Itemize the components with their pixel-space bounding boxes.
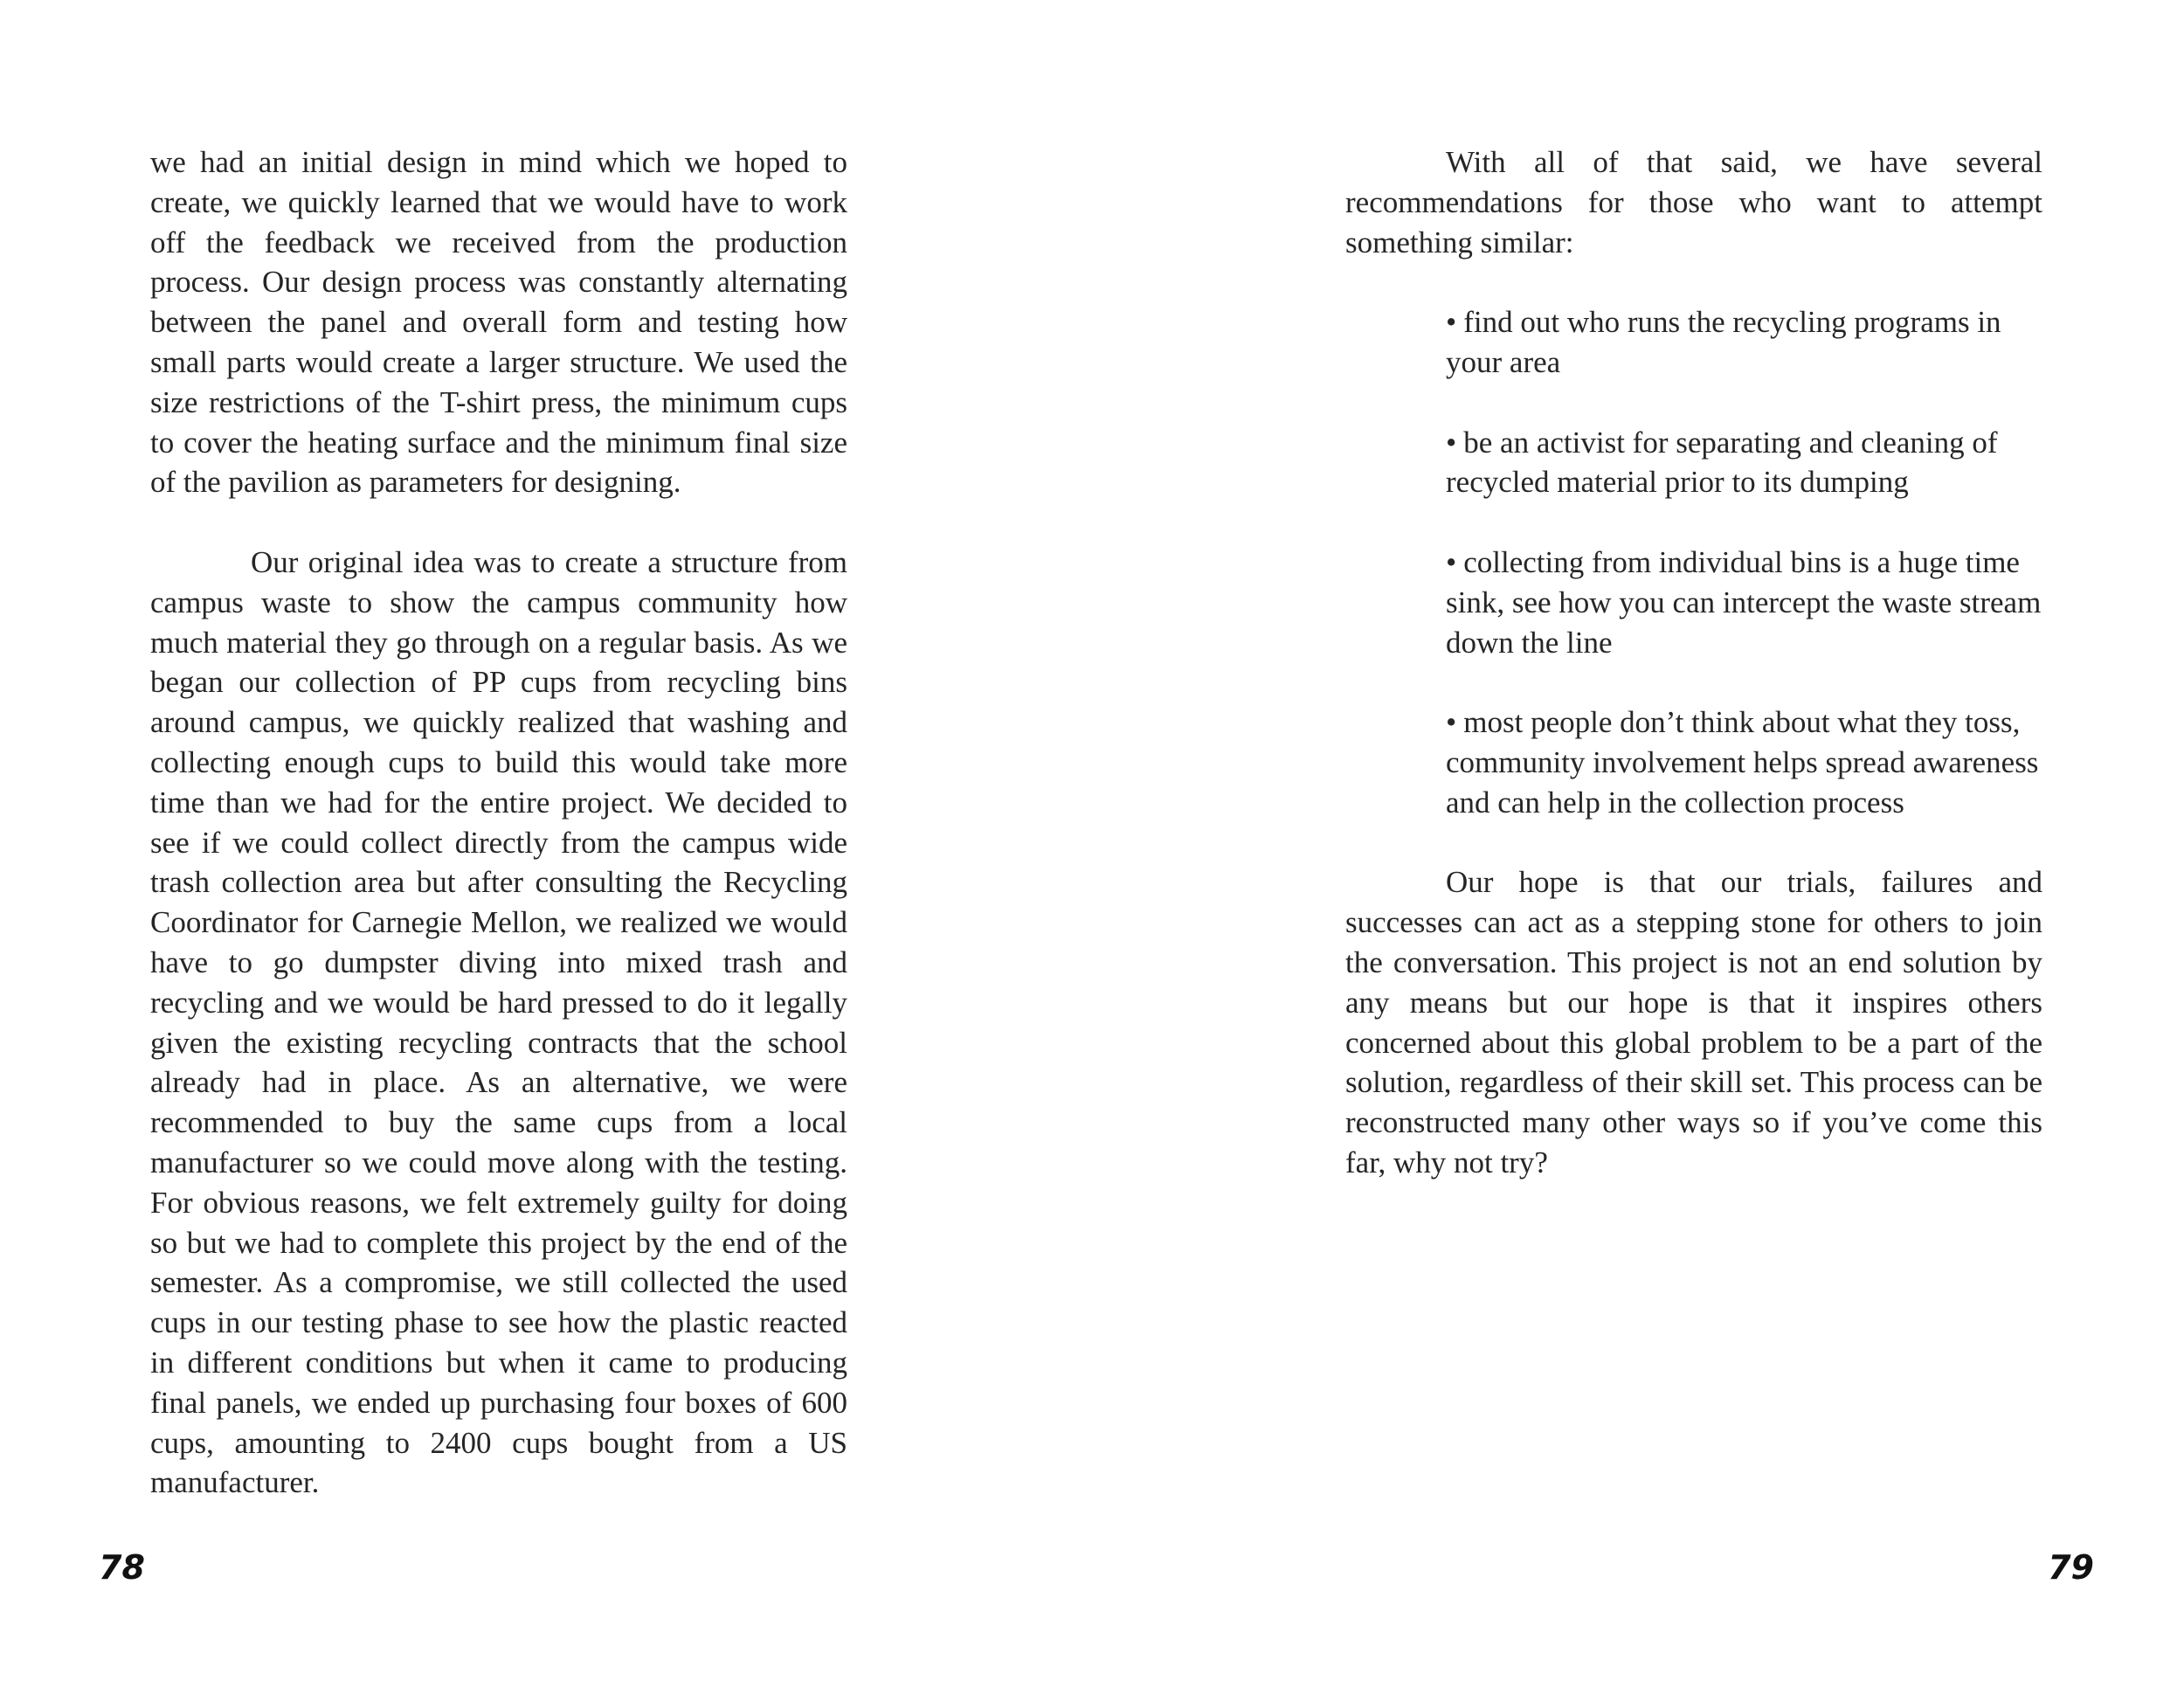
paragraph-recommendations-intro: With all of that said, we have several recommendations for those who want to attempt something similar: (1345, 145, 2042, 259)
list-item (1446, 302, 2042, 383)
paragraph-continuation: we had an initial design in mind which we hoped to create, we quickly learned that we would have to work off the feedback we received from the production process. Our design process was constantly alternating between the panel and overall form and testing how small parts would create a larger structure. We used the size restrictions of the T-shirt press, the minimum cups to cover the heating surface and the minimum final size of the pavilion as parameters for designing. (150, 145, 847, 500)
list-item (1446, 543, 2042, 662)
list-item (1446, 702, 2042, 822)
left-text-column (150, 142, 847, 1503)
list-item (1446, 423, 2042, 503)
right-text-column (1345, 142, 2042, 1183)
bullet-icon: • (1446, 305, 1457, 340)
list-item-text: be an activist for separating and cleaning of recycled material prior to its dumping (1446, 425, 1998, 500)
right-page (1092, 0, 2184, 1688)
page-number-right: 79 (2048, 1548, 2094, 1587)
page-number-left: 78 (99, 1548, 145, 1587)
list-item-text: collecting from individual bins is a huge time sink, see how you can intercept the waste stream down the line (1446, 544, 2042, 660)
paragraph-original-idea: Our original idea was to create a structure from campus waste to show the campus community how much material they go through on a regular basis. As we began our collection of PP cups from recycling bins around campus, we quickly realized that washing and collecting enough cups to build this would take more time than we had for the entire project. We decided to see if we could collect directly from the campus wide trash collection area but after consulting the Recycling Coordinator for Carnegie Mellon, we realized we would have to go dumpster diving into mixed trash and recycling and we would be hard pressed to do it legally given the existing recycling contracts that the school already had in place. As an alternative, we were recommended to buy the same cups from a local manufacturer so we could move along with the testing. For obvious reasons, we felt extremely guilty for doing so but we had to complete this project by the end of the semester. As a compromise, we still collected the used cups in our testing phase to see how the plastic reacted in different conditions but when it came to producing final panels, we ended up purchasing four boxes of 600 cups, amounting to 2400 cups bought from a US manufacturer. (150, 544, 847, 1500)
list-item-text: find out who runs the recycling programs in your area (1446, 305, 2001, 379)
recommendations-list (1345, 302, 2042, 822)
list-item-text: most people don’t think about what they toss, community involvement helps spread awareness and can help in the collection process (1446, 705, 2039, 820)
bullet-icon: • (1446, 425, 1457, 460)
bullet-icon: • (1446, 544, 1457, 579)
bullet-icon: • (1446, 705, 1457, 740)
paragraph-closing: Our hope is that our trials, failures and successes can act as a stepping stone for others to join the conversation. This project is not an end solution by any means but our hope is that it inspires others concerned about this global problem to be a part of the solution, regardless of their skill set. This process can be reconstructed many other ways so if you’ve come this far, why not try? (1345, 865, 2042, 1180)
